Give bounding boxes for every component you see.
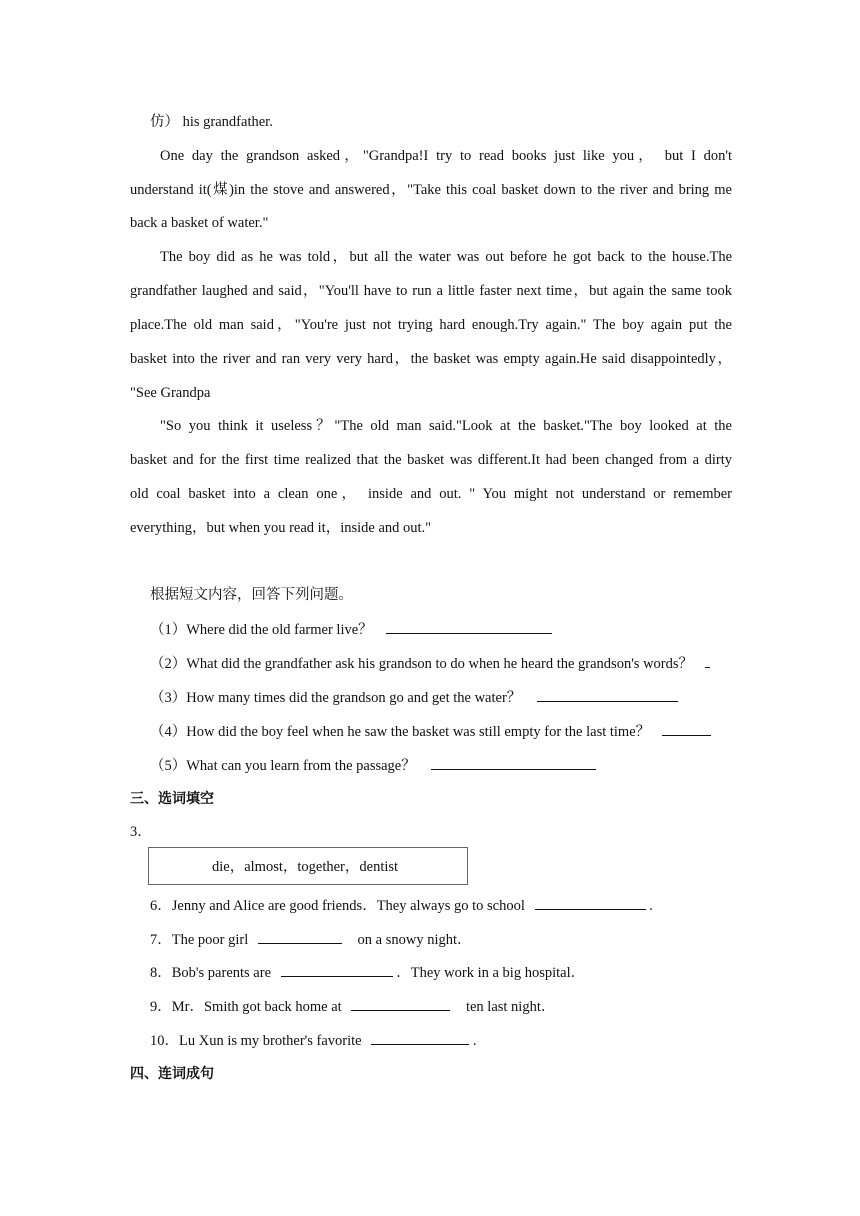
fill-item-9-text: 9．Mr．Smith got back home at [150, 999, 342, 1015]
fill-blank-6[interactable] [535, 895, 646, 910]
question-2 [150, 653, 710, 674]
fill-blank-7[interactable] [258, 929, 342, 944]
fill-item-6-text: 6．Jenny and Alice are good friends．They always go to school [150, 898, 525, 914]
question-4 [150, 721, 711, 742]
fill-item-9-end: ten last night． [465, 999, 556, 1015]
fill-item-10 [150, 1030, 477, 1051]
answer-blank-5[interactable] [431, 755, 596, 770]
fill-item-9 [150, 996, 555, 1017]
passage-line-13: everything，but when you read it，inside and out." [130, 520, 432, 536]
fill-item-6 [150, 895, 653, 916]
question-3-text: （3）How many times did the grandson go and get the water？ [150, 690, 522, 706]
passage-line-3: understand it(煤)in the stove and answered，"Take this coal basket down to the river and bring me [130, 182, 732, 198]
section4-heading: 四、连词成句 [130, 1066, 214, 1082]
passage-line-5: The boy did as he was told，but all the water was out before he got back to the house.The [160, 249, 732, 265]
fill-item-8-end: ．They work in a big hospital． [396, 965, 586, 981]
passage-line-7: place.The old man said，"You're just not trying hard enough.Try again." The boy again put the [130, 317, 732, 333]
answer-blank-4[interactable] [662, 721, 711, 736]
questions-instruction: 根据短文内容，回答下列问题。 [150, 587, 353, 603]
question-3 [150, 687, 678, 708]
fill-item-7-text: 7．The poor girl [150, 932, 249, 948]
passage-line-1: 仿） his grandfather. [150, 114, 273, 130]
fill-item-8-text: 8．Bob's parents are [150, 965, 271, 981]
passage-line-9: "See Grandpa [130, 385, 211, 401]
fill-item-10-text: 10．Lu Xun is my brother's favorite [150, 1033, 362, 1049]
fill-item-8 [150, 962, 585, 983]
passage-line-2: One day the grandson asked，"Grandpa!I try to read books just like you， but I don't [160, 148, 732, 164]
passage-line-12: old coal basket into a clean one， inside and out. " You might not understand or remember [130, 486, 732, 502]
fill-blank-8[interactable] [281, 962, 393, 977]
question-5-text: （5）What can you learn from the passage？ [150, 758, 416, 774]
question-4-text: （4）How did the boy feel when he saw the basket was still empty for the last time？ [150, 724, 651, 740]
answer-blank-3[interactable] [537, 687, 678, 702]
fill-item-10-end: . [472, 1033, 477, 1049]
fill-blank-10[interactable] [371, 1030, 469, 1045]
fill-item-6-end: . [649, 898, 653, 914]
passage-line-10: "So you think it useless？"The old man said."Look at the basket."The boy looked at the [160, 418, 732, 434]
fill-blank-9[interactable] [351, 996, 450, 1011]
passage-line-4: back a basket of water." [130, 215, 269, 231]
question-number-3: 3． [130, 824, 152, 840]
passage-line-11: basket and for the first time realized that the basket was different.It had been changed from a dirty [130, 452, 732, 468]
section3-heading: 三、选词填空 [130, 791, 214, 807]
answer-blank-1[interactable] [386, 619, 552, 634]
question-1 [150, 619, 552, 640]
passage-line-6: grandfather laughed and said，"You'll have to run a little faster next time，but again the same took [130, 283, 732, 299]
passage-line-8: basket into the river and ran very very hard，the basket was empty again.He said disappointedly， [130, 351, 732, 367]
fill-item-7 [150, 929, 472, 950]
question-2-text: （2）What did the grandfather ask his grandson to do when he heard the grandson's words？ [150, 656, 694, 672]
fill-item-7-end: on a snowy night． [357, 932, 472, 948]
word-bank-text: die，almost，together，dentist [212, 859, 399, 875]
answer-blank-2[interactable] [705, 653, 710, 668]
word-bank-box [148, 847, 468, 885]
question-5 [150, 755, 596, 776]
question-1-text: （1）Where did the old farmer live？ [150, 622, 373, 638]
